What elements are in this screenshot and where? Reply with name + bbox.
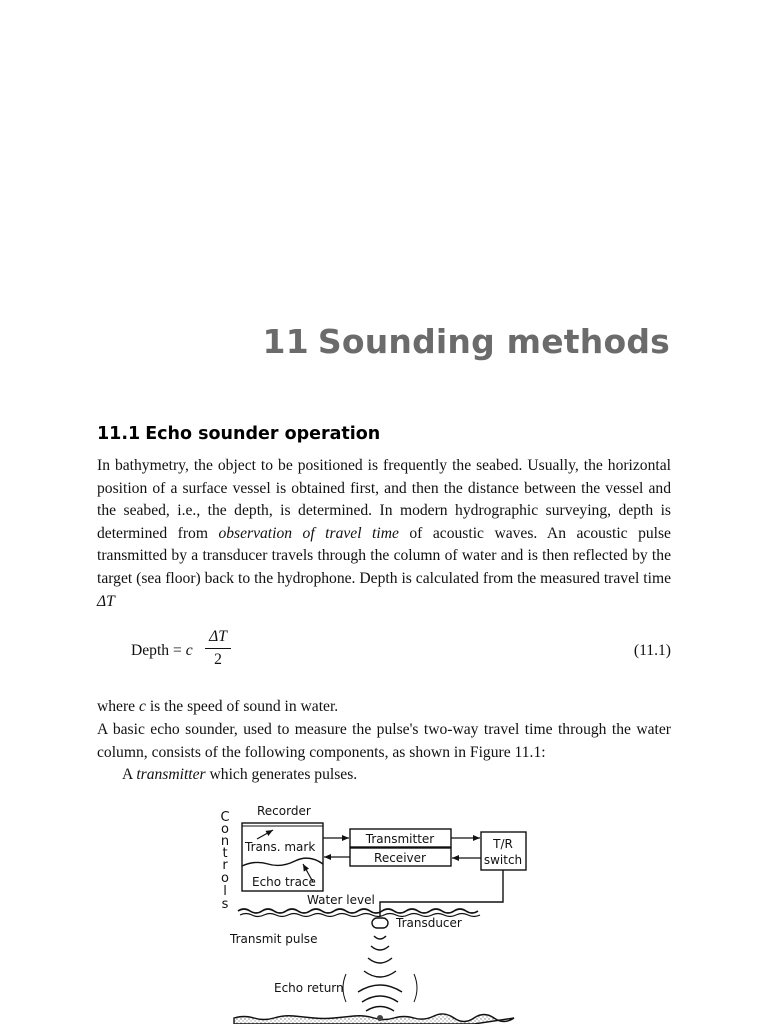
section-title-text: Echo sounder operation	[145, 424, 381, 444]
paragraph-text: which generates pulses.	[205, 766, 358, 783]
echo-return-arc	[362, 996, 398, 1002]
list-item-transmitter	[122, 764, 696, 787]
controls-letter: l	[223, 884, 227, 899]
equation-fraction	[205, 628, 231, 671]
section-number: 11.1	[97, 424, 141, 444]
equation-11-1	[97, 628, 671, 678]
outer-echo-arc	[343, 974, 346, 1002]
body-paragraph-components: A basic echo sounder, used to measure the pulse's two-way travel time through the water column, consists of the following components, as shown in Figure 11.1:	[97, 721, 671, 761]
echo-return-arc	[366, 1007, 394, 1012]
chapter-title-text: Sounding methods	[317, 322, 670, 361]
emphasis-text: transmitter	[136, 766, 206, 783]
equation-denominator: 2	[214, 651, 222, 668]
paragraph-text: In bathymetry, the object to be positioned is frequently the seabed. Usually, the horizontal position of a surface vessel is obtained first, and then the distance between the vessel and the seabed, i.e., the depth, is determined. In modern hydrographic surveying, depth is determined from	[97, 457, 671, 542]
equation-depth-label: Depth =	[131, 642, 186, 659]
controls-letter: C	[220, 810, 230, 825]
controls-letter: s	[221, 897, 229, 912]
where-line	[97, 696, 671, 719]
trans-mark-arrow	[257, 830, 273, 839]
transmit-pulse-arc	[368, 958, 392, 963]
paragraph-text: of acoustic waves. An acoustic pulse transmitted by a transducer travels through the column of water and is then reflected by the target (sea floor) back to the hydrophone. Depth is calculated from the measured travel time	[97, 524, 671, 587]
body-paragraph-intro	[97, 455, 671, 613]
controls-letter: o	[221, 871, 229, 886]
controls-letter: n	[220, 834, 230, 849]
transmit-pulse-arc	[364, 971, 396, 977]
water-level-label: Water level	[307, 893, 375, 907]
equation-numerator	[205, 628, 231, 649]
receiver-label: Receiver	[374, 851, 426, 865]
transmit-pulse-arc	[371, 946, 389, 950]
figure-echo-sounder-diagram	[200, 798, 540, 1024]
transducer-cable	[380, 870, 503, 916]
controls-letter: o	[221, 822, 229, 837]
echo-trace-line	[242, 858, 323, 866]
transmit-pulse-arc	[374, 936, 386, 939]
section-heading	[97, 424, 380, 444]
controls-letter: r	[222, 858, 228, 873]
paragraph-text: is the speed of sound in water.	[145, 698, 339, 715]
equation-number: (11.1)	[633, 642, 671, 659]
tr-switch-label-line2: switch	[483, 853, 523, 867]
paragraph-text: where	[97, 698, 139, 715]
trans-mark-label: Trans. mark	[245, 840, 316, 854]
seabed-target-point	[377, 1015, 383, 1021]
seabed	[234, 1014, 514, 1024]
water-surface-line	[238, 909, 478, 913]
recorder-label: Recorder	[257, 804, 311, 818]
equation-c-symbol: c	[185, 642, 193, 659]
c-symbol: c	[139, 698, 146, 715]
echo-return-arc	[358, 985, 402, 992]
equation-lhs	[131, 642, 193, 660]
tr-switch-label-line1: T/R	[493, 837, 513, 851]
equation-numerator-text: ΔT	[209, 628, 227, 645]
controls-letter: t	[222, 846, 228, 861]
outer-echo-arc	[414, 974, 417, 1002]
transducer-shape	[372, 918, 388, 928]
echo-return-label: Echo return	[274, 981, 344, 995]
delta-t-symbol: ΔT	[97, 592, 115, 610]
chapter-title	[263, 322, 670, 361]
chapter-number: 11	[262, 322, 309, 361]
transmitter-label: Transmitter	[365, 832, 435, 846]
controls-label	[220, 810, 229, 912]
echo-trace-label: Echo trace	[252, 875, 316, 889]
transducer-label: Transducer	[396, 916, 462, 930]
emphasis-text: observation of travel time	[218, 524, 399, 542]
paragraph-text: A	[122, 766, 137, 783]
transmit-pulse-label: Transmit pulse	[230, 932, 318, 946]
